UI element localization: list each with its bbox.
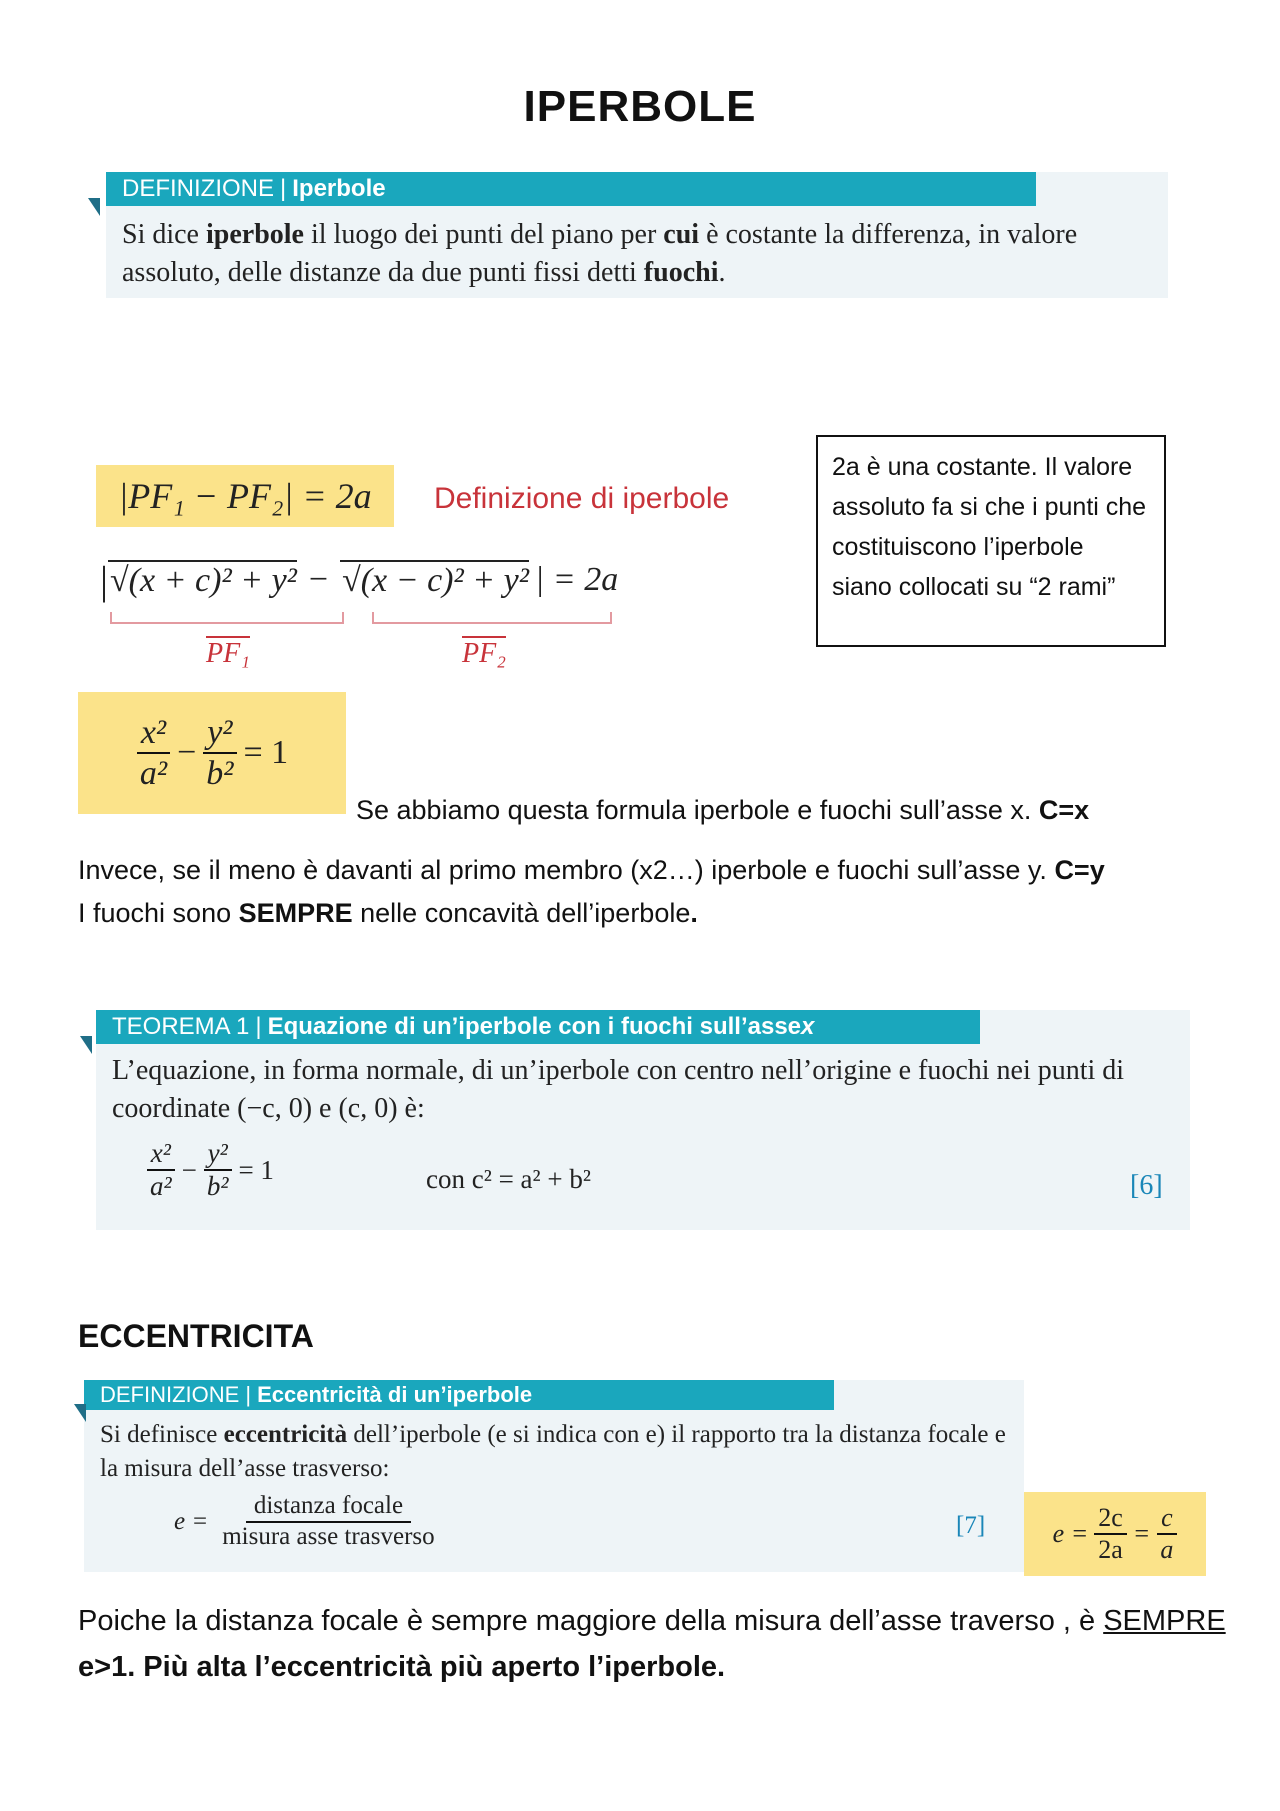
theorem-box [80,1010,1190,1230]
definition-banner [106,172,1036,206]
abs-difference-formula: |PF₁ − PF₂| = 2a [96,465,394,527]
banner-label: DEFINIZIONE [100,1382,240,1407]
definition-box-eccentricity [74,1380,1024,1572]
note-box [816,435,1166,647]
page-title: IPERBOLE [523,82,757,131]
eccentricity-formula: e = $\frac{2c}{2a}$ = $\frac{c}{a}$ [1024,1492,1206,1576]
paragraph-eccentricity-conclusion: Poiche la distanza focale è sempre maggiore della misura dell’asse traverso , è SEMPRE e>1. Più alta l’eccentricità più aperto l’iperbole. [78,1605,1226,1683]
theorem-reference: [6] [1130,1170,1163,1201]
banner-tail-icon [80,1036,92,1054]
banner-separator: | [280,175,287,202]
eccentricity-ratio-formula: e = $\frac{\text{distanza focale}}{\text{misura asse trasverso}}$ [174,1492,435,1550]
pf2-label: PF₂ [462,638,506,669]
paragraph-x-axis: Se abbiamo questa formula iperbole e fuochi sull’asse x. C=x [356,795,1090,825]
formula-definition-label: Definizione di iperbole [434,482,730,515]
pf1-label: PF₁ [206,638,250,669]
eccentricity-reference: [7] [956,1512,986,1539]
theorem-condition: con c² = a² + b² [426,1164,591,1194]
banner-title: Equazione di un’iperbole con i fuochi sull’asse [267,1013,802,1040]
pf1-underbrace [110,612,344,624]
banner-label: TEOREMA 1 [112,1013,250,1040]
theorem-equation: $\frac{\text{x²}}{\text{a²}}$ − $\frac{\text{y²}}{\text{b²}}$ = 1 [146,1138,274,1202]
banner-label: DEFINIZIONE [122,175,275,202]
paragraph-foci-concavity: I fuochi sono SEMPRE nelle concavità dell’iperbole. [78,898,698,928]
pf2-underbrace [372,612,612,624]
banner-tail-icon [88,198,100,216]
definition-text: Si dice iperbole il luogo dei punti del piano per cui è costante la differenza, in valore assoluto, delle distanze da due punti fissi detti fuochi. [122,219,1078,288]
eccentricity-definition-text: Si definisce eccentricità dell’iperbole (e si indica con e) il rapporto tra la distanza focale e la misura dell’asse trasverso: [100,1421,1006,1482]
banner-title: Iperbole [292,175,386,202]
banner-separator: | [245,1382,252,1407]
root-distance-formula: | √(x + c)² + y² − √(x − c)² + y² | = 2a [100,557,619,603]
definition-box-iperbole [88,172,1168,298]
theorem-text: L’equazione, in forma normale, di un’iperbole con centro nell’origine e fuochi nei punti di coordinate (−c, 0) e (c, 0) è: [112,1055,1125,1124]
paragraph-y-axis: Invece, se il meno è davanti al primo membro (x2…) iperbole e fuochi sull’asse y. C=y [78,855,1105,885]
eccentricity-heading: ECCENTRICITA [78,1318,314,1354]
banner-tail-icon [74,1404,86,1422]
theorem-banner: TEOREMA 1 | Equazione di un’iperbole con i fuochi sull’asse x [96,1010,980,1044]
normal-form-formula: $\frac{\text{x²}}{\text{a²}}$ − $\frac{\text{y²}}{\text{b²}}$ = 1 [78,692,346,814]
banner-title: Eccentricità di un’iperbole [257,1382,533,1407]
definition-banner [84,1380,834,1410]
note-text: 2a è una costante. Il valore assoluto fa si che i punti che costituiscono l’iperbole siano collocati su “2 rami” [832,453,1147,601]
banner-separator: | [255,1013,262,1040]
